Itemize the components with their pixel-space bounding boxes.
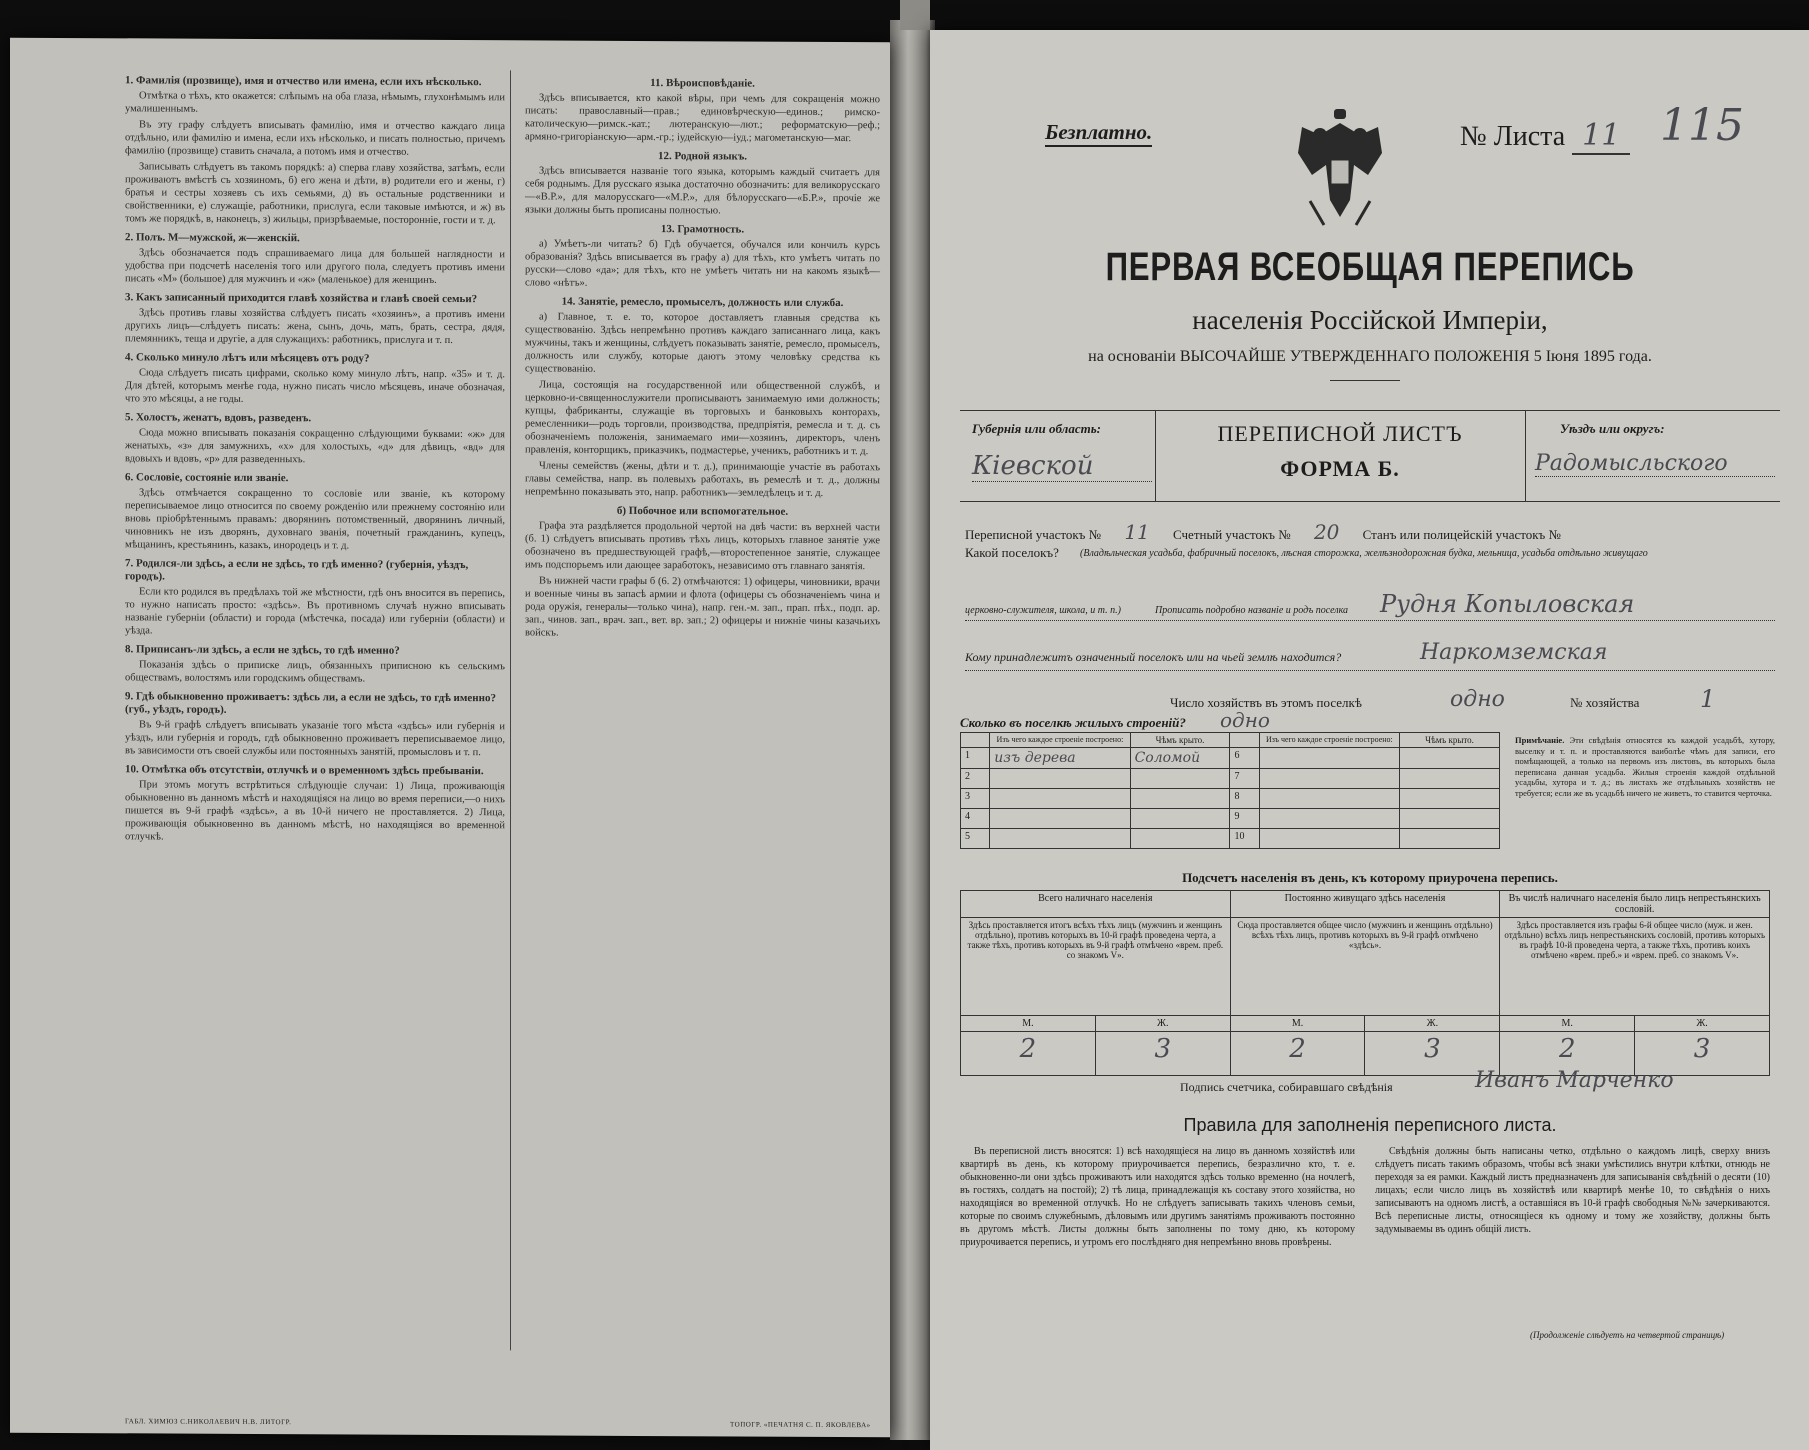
section-paragraph: Здѣсь вписывается, кто какой вѣры, при чемъ для сокращенія можно писать: православный—прав.; единовѣрческую—единов.; римско-католическую—римск.-кат.; лютеранскую—лют.; реформатскую—реф.; армяно-григоріанскую—арм.-гр.; іудейскую—іуд.; магометанскую—маг. bbox=[525, 92, 880, 145]
section-heading: 14. Занятіе, ремесло, промыселъ, должность или служба. bbox=[561, 295, 844, 310]
buildings-note: Примѣчаніе. Эти свѣдѣнія относятся къ каждой усадьбѣ, хутору, выселку и т. п. и проставляются ваиболѣе чѣмъ для записи, его помѣщающей, а только на первомъ изъ листовъ, въ которыхъ была переписана данная усадьба. Жилыя строенія каждой отдѣльной усадьбы, хутора и т. д.; въ листахъ же отдѣльныхъ хозяйствъ не требуется; если же въ усадьбѣ ничего не живетъ, то ставится черточка. bbox=[1515, 735, 1776, 798]
section-heading: 1. Фамилія (прозвище), имя и отчество или имена, если ихъ нѣсколько. bbox=[125, 74, 482, 89]
section-heading: 11. Вѣроисповѣданіе. bbox=[650, 77, 755, 90]
instructions-column-b bbox=[525, 70, 880, 644]
buildings-value: одно bbox=[1220, 708, 1270, 732]
section-heading: 8. Приписанъ-ли здѣсь, а если не здѣсь, то гдѣ именно? bbox=[125, 643, 400, 657]
buildings-label: Сколько въ поселкѣ жилыхъ строеній? bbox=[960, 715, 1186, 730]
count-nonpeasant-f: 3 bbox=[1635, 1032, 1770, 1076]
title-rule bbox=[1330, 380, 1400, 381]
rules-title: Правила для заполненія переписного листа. bbox=[1183, 1115, 1557, 1135]
count-permanent-f: 3 bbox=[1365, 1032, 1500, 1076]
signature-label: Подпись счетчика, собиравшаго свѣдѣнія bbox=[1180, 1080, 1393, 1094]
count-total-m: 2 bbox=[961, 1032, 1096, 1076]
table-row: 4 9 bbox=[961, 809, 1500, 829]
poselok-hint-3: Прописать подробно названіе и родъ поселка bbox=[1155, 605, 1349, 616]
count-permanent-m: 2 bbox=[1230, 1032, 1365, 1076]
section-paragraph: Лица, состоящія на государственной или общественной службѣ, и церковно-и-священнослужители прописываютъ занимаемую ими должность; купцы, фабриканты, служащіе въ торговыхъ и банковыхъ конторахъ, ремесленники—родъ торговли, производства, предпріятія, ремесла и т. д. съ обозначеніемъ положенія, занимаемаго ими—хозяинъ, директоръ, членъ правленія, конторщикъ, приказчикъ, подмастерье, ученикъ, работникъ и т. д. bbox=[525, 379, 880, 458]
buildings-table: Изъ чего каждое строеніе построено: Чѣмъ крыто. Изъ чего каждое строеніе построено: Чѣмъ крыто. 1 изъ дерева Соломой 6 2 7 3 8 4 9 5 10 bbox=[960, 732, 1500, 849]
sheet-number-label: № Листа 11 bbox=[1460, 118, 1630, 153]
section-heading: 4. Сколько минуло лѣтъ или мѣсяцевъ отъ роду? bbox=[125, 351, 370, 365]
section-paragraph: Отмѣтка о тѣхъ, кто окажется: слѣпымъ на оба глаза, нѣмымъ, глухонѣмымъ или умалишеннымъ. bbox=[125, 90, 505, 115]
instructions-column-a bbox=[125, 68, 505, 848]
section-heading: 3. Какъ записанный приходится главѣ хозяйства и главѣ своей семьи? bbox=[125, 291, 478, 306]
rules-column-b: Свѣдѣнія должны быть написаны четко, отдѣльно о каждомъ лицѣ, сверху внизъ слѣдуетъ писать такимъ образомъ, чтобы всѣ знаки умѣстились внутри клѣтки, отнюдь не переходя за ея рамки. Каждый листъ предназначенъ для записыванія свѣдѣній о десяти (10) лицахъ; если число лицъ въ хозяйствѣ или квартирѣ менѣе 10, то свѣдѣнія о нихъ записываютъ на одномъ листѣ, а оставшіяся въ 10-й графѣ свободныя №№ зачеркиваются. Всѣ переписные листы, относящіеся къ одному и тому же хозяйству, должны быть задумываемы въ одинъ общій листъ. bbox=[1375, 1146, 1770, 1235]
uchastok-value: 11 bbox=[1124, 520, 1150, 544]
section-paragraph: Здѣсь вписывается названіе того языка, которымъ каждый считаетъ для себя роднымъ. Для русскаго языка достаточно обозначить: для великорусскаго—«В.Р.», для малорусскаго—«М.Р.», для бѣлорусскаго—«Б.Р.», прочіе же языки должны быть прописаны полностью. bbox=[525, 165, 880, 217]
right-page bbox=[930, 30, 1809, 1450]
count-nonpeasant-m: 2 bbox=[1500, 1032, 1635, 1076]
section-paragraph: Сюда слѣдуетъ писать цифрами, сколько кому минуло лѣтъ, напр. «35» и т. д. Для дѣтей, которымъ менѣе года, нужно писать число мѣсяцевъ, иначе обозначая, что это мѣсяцы, а не годы. bbox=[125, 367, 505, 405]
section-heading: 7. Родился-ли здѣсь, а если не здѣсь, то гдѣ именно? (губернія, уѣздъ, городъ). bbox=[125, 557, 469, 583]
section-heading: 12. Родной языкъ. bbox=[657, 150, 748, 163]
table-row: 1 изъ дерева Соломой 6 bbox=[961, 748, 1500, 769]
poselok-label: Какой поселокъ? bbox=[965, 545, 1059, 560]
table-row: 3 8 bbox=[961, 789, 1500, 809]
signature-value: Иванъ Марченко bbox=[1475, 1068, 1674, 1093]
population-count-table: Всего наличнаго населенія Постоянно живущаго здѣсь населенія Въ числѣ наличнаго населенія было лицъ непрестьянскихъ сословій. Здѣсь проставляется итогъ всѣхъ тѣхъ лицъ (мужчинъ и женщинъ отдѣльно), противъ которыхъ въ 10-й графѣ проведена черта, а также тѣхъ, противъ которыхъ въ 9-й графѣ отмѣчено «врем. преб. со знакомъ V». Сюда проставляется общее число (мужчинъ и женщинъ отдѣльно) всѣхъ тѣхъ лицъ, противъ которыхъ въ 9-й графѣ отмѣчено «здѣсь». Здѣсь проставляется изъ графы 6-й общее число (муж. и жен. отдѣльно) всѣхъ лицъ непрестьянскихъ сословій, противъ которыхъ въ графѣ 10-й проведена черта, а также тѣхъ, противъ коихъ отмѣчено «врем. преб.» и «врем. преб. со знакомъ V». М. Ж. М. Ж. М. Ж. 2 3 2 3 2 3 bbox=[960, 890, 1770, 1076]
form-title: ПЕРЕПИСНОЙ ЛИСТЪ bbox=[1217, 421, 1463, 446]
census-title: ПЕРВАЯ ВСЕОБЩАЯ ПЕРЕПИСЬ bbox=[1105, 245, 1635, 289]
double-headed-eagle-emblem bbox=[1290, 105, 1390, 235]
section-paragraph: Въ эту графу слѣдуетъ вписывать фамилію, имя и отчество каждаго лица отдѣльно, или фамилію и имена, если ихъ нѣсколько, и писать полностью, причемъ фамилію (прозвище) ставить сначала, а потомъ имя и отчество. bbox=[125, 119, 505, 158]
section-paragraph: а) Главное, т. е. то, которое доставляетъ главныя средства къ существованію. Здѣсь непремѣнно противъ каждаго записаннаго лица, какъ мужчины, такъ и женщины, слѣдуетъ показывать занятіе, ремесло, промыселъ, должность или службу, которые даютъ этому человѣку средства къ существованію. bbox=[525, 311, 880, 375]
owner-value: Наркомземская bbox=[1420, 640, 1608, 665]
count-title: Подсчетъ населенія въ день, къ которому приурочена перепись. bbox=[1182, 870, 1558, 885]
hh-number-value: 1 bbox=[1700, 685, 1716, 713]
guberniya-value: Кіевской bbox=[972, 451, 1152, 482]
section-paragraph: а) Умѣетъ-ли читать? б) Гдѣ обучается, обучался или кончилъ курсъ образованія? Здѣсь вписывается въ графу а) для тѣхъ, кто умѣетъ читать по русски—слово «да»; для тѣхъ, кто не умѣетъ читать ни на какомъ языкѣ—слово «нѣтъ». bbox=[525, 238, 880, 289]
section-heading: 2. Полъ. М—мужской, ж—женскій. bbox=[125, 231, 300, 245]
hh-count-label: Число хозяйствъ въ этомъ поселкѣ bbox=[1170, 695, 1362, 710]
section-paragraph: Графа эта раздѣляется продольной чертой на двѣ части: въ верхней части (б. 1) слѣдуетъ вписывать противъ тѣхъ лицъ, которыхъ главное занятіе уже обозначено въ предшествующей графѣ,—второстепенное занятіе, служащее имъ подспорьемъ или дающее заработокъ, независимо отъ главнаго занятія. bbox=[525, 520, 880, 573]
column-divider bbox=[510, 70, 511, 1350]
sheet-number-value: 11 bbox=[1572, 118, 1630, 155]
rules-column-a: Въ переписной листъ вносятся: 1) всѣ находящіеся на лицо въ данномъ хозяйствѣ или квартирѣ въ день, къ которому приурочивается перепись, безразлично кто, т. е. обыкновенно-ли они здѣсь проживаютъ или находятся здѣсь только временно (на ночлегѣ, въ гостяхъ, солдатъ на постой); 2) тѣ лица, принадлежащія къ составу этого хозяйства, но находящіяся во временной отлучкѣ. Но не слѣдуетъ записывать такихъ членовъ семьи, которые по своимъ служебнымъ, дѣловымъ или другимъ занятіямъ проживаютъ постоянно въ другомъ мѣстѣ. Листы должны быть заполнены по тому дню, къ которому приурочивается перепись, и утромъ его послѣдняго дня непремѣнно вновь провѣрены. bbox=[960, 1146, 1355, 1248]
poselok-hint-1: (Владѣльческая усадьба, фабричный поселокъ, лѣсная сторожка, желѣзнодорожная будка, мельница, усадьба отдѣльно живущаго bbox=[1080, 548, 1648, 559]
section-paragraph: Здѣсь противъ главы хозяйства слѣдуетъ писать «хозяинъ», а противъ имени другихъ лицъ—слѣдуетъ писать: жена, сынъ, дочь, мать, брать, сестра, дядя, племянникъ, теща и другіе, а для служащихъ: работникъ, прислуга и т. п. bbox=[125, 307, 505, 347]
uchastok-line: Переписной участокъ № 11 Счетный участокъ № 20 Станъ или полицейскій участокъ № bbox=[965, 520, 1561, 544]
left-page bbox=[10, 38, 890, 1438]
section-heading: 13. Грамотность. bbox=[660, 223, 745, 236]
book-spine bbox=[890, 20, 935, 1440]
section-heading: б) Побочное или вспомогательное. bbox=[616, 504, 789, 518]
section-paragraph: Въ 9-й графѣ слѣдуетъ вписывать указаніе того мѣста «здѣсь» или губернія и уѣздъ, или губернія и городъ, гдѣ обыкновенно проживаетъ переписываемое лицо, въ зависимости отъ своей службы или постоянныхъ занятій, промысловъ и т. п. bbox=[125, 719, 505, 759]
hh-number-label: № хозяйства bbox=[1570, 695, 1640, 710]
hh-count-value: одно bbox=[1450, 687, 1505, 712]
owner-label: Кому принадлежитъ означенный поселокъ или на чьей землѣ находится? bbox=[965, 650, 1342, 664]
section-paragraph: Въ нижней части графы б (6. 2) отмѣчаются: 1) офицеры, чиновники, врачи и военные чины въ запасѣ армии и флота (офицеры съ обозначеніемъ чина и рода оружія, генералы—только чина), напр. ген.-м. зап., прап. пѣх., подп. ар. зап., чинов. зап., врач. зап., вет. вр. зап.; 2) офицеры и нижніе чины казачьихъ войскъ. bbox=[525, 575, 880, 639]
table-row: 2 7 bbox=[961, 769, 1500, 789]
table-row: 5 10 bbox=[961, 829, 1500, 849]
section-paragraph: Здѣсь обозначается подъ спрашиваемаго лица для большей наглядности и удобства при подсчетѣ населенія того или другого пола, следуетъ противъ имени писать «М» (большое) для мужчинъ и «ж» (маленькое) для женщинъ. bbox=[125, 247, 505, 286]
printer-footer-right: ТОПОГР. «ПЕЧАТНЯ С. П. ЯКОВЛЕВА» bbox=[730, 1420, 871, 1430]
guberniya-label: Губернія или область: bbox=[972, 421, 1101, 436]
section-paragraph: Сюда можно вписывать показанія сокращенно слѣдующими буквами: «ж» для женатыхъ, «з» для замужнихъ, «х» для холостыхъ, «д» для дѣвицъ, «вд» для вдовыхъ и вдовъ, «р» для разведенныхъ. bbox=[125, 427, 505, 466]
section-paragraph: Записывать слѣдуетъ въ такомъ порядкѣ: а) сперва главу хозяйства, затѣмъ, если проживаютъ вмѣстѣ съ хозяиномъ, б) его жена и дѣти, в) родители его и жены, г) братья и сестры хозяевъ съ ихъ семьями, д) въ остальные родственники и свойственники, е) служащіе, работники, прислуга, если таковые имѣются, и ж) въ томъ же порядкѣ, в, наконецъ, з) жильцы, призрѣваемые, посторонніе, гости и т. д. bbox=[125, 161, 505, 227]
section-paragraph: Здѣсь отмѣчается сокращенно то сословіе или званіе, къ которому перепиcываемое лицо относится по своему рожденію или прежнему состоянію или вновь пріобрѣтеннымъ правамъ: дворянинъ потомственный, дворянинъ личный, чиновникъ не изъ дворянъ, духовнаго званія, почетный гражданинъ, купецъ, мѣщанинъ, крестьянинъ, казакъ, инородецъ и т. д. bbox=[125, 487, 505, 552]
poselok-value: Рудня Копыловская bbox=[1380, 590, 1635, 618]
region-header-box bbox=[960, 410, 1780, 502]
corner-handwritten-number: 115 bbox=[1660, 100, 1744, 151]
form-number: ФОРМА Б. bbox=[1280, 456, 1400, 481]
census-basis: на основаніи ВЫСОЧАЙШЕ УТВЕРЖДЕННАГО ПОЛОЖЕНІЯ 5 Іюня 1895 года. bbox=[1088, 348, 1652, 365]
rules-continued: (Продолженіе слѣдуетъ на четвертой страницѣ) bbox=[1530, 1330, 1725, 1340]
section-heading: 6. Сословіе, состояніе или званіе. bbox=[125, 471, 289, 485]
page-edge bbox=[900, 0, 930, 30]
section-paragraph: Члены семействъ (жены, дѣти и т. д.), принимающіе участіе въ работахъ главы семейства, напр. въ полевыхъ работахъ, въ ремеслѣ и т. д., должны непремѣнно показывать это, напр. работникъ—земледѣлецъ и т. д. bbox=[525, 460, 880, 499]
section-heading: 10. Отмѣтка объ отсутствіи, отлучкѣ и о временномъ здѣсь пребываніи. bbox=[125, 763, 484, 778]
printer-footer-left: ГАБЛ. ХИМЮЗ С.НИКОЛАЕВИЧ Н.В. ЛИТОГР. bbox=[125, 1417, 292, 1427]
census-subtitle: населенія Россійской Имперіи, bbox=[1192, 305, 1548, 335]
section-heading: 9. Гдѣ обыкновенно проживаетъ: здѣсь ли, а если не здѣсь, то гдѣ именно? (губ., уѣздъ, городъ). bbox=[125, 690, 496, 716]
schetny-value: 20 bbox=[1313, 520, 1340, 544]
poselok-hint-2: церковно-служителя, школа, и т. п.) bbox=[965, 605, 1121, 616]
free-label: Безплатно. bbox=[1045, 120, 1152, 147]
section-heading: 5. Холостъ, женатъ, вдовъ, разведенъ. bbox=[125, 411, 312, 425]
section-paragraph: Если кто родился въ предѣлахъ той же мѣстности, гдѣ онъ вносится въ перепись, то нужно написать просто: «здѣсь». Въ противномъ случаѣ нужно вписывать названіе губерніи (области) и города (мѣстечка, посада) или губерніи (области) и уѣзда. bbox=[125, 586, 505, 637]
section-paragraph: При этомъ могутъ встрѣтиться слѣдующіе случаи: 1) Лица, проживающія обыкновенно въ данномъ мѣстѣ и находящіяся на лицо во время переписи,—о нихъ пишется въ 9-й графѣ «здѣсь», а въ 10-й ничего не проставляется. 2) Лица, проживающія обыкновенно въ данномъ мѣстѣ, но находящіяся во временной отлучкѣ. bbox=[125, 779, 505, 843]
uezd-label: Уѣздъ или округъ: bbox=[1560, 421, 1665, 436]
section-paragraph: Показанія здѣсь о приписке лицъ, обязанныхъ приписною къ сельскимъ обществамъ, волостямъ или городскимъ обществамъ. bbox=[125, 659, 505, 685]
count-total-f: 3 bbox=[1095, 1032, 1230, 1076]
uezd-value: Радомысльского bbox=[1535, 451, 1775, 477]
